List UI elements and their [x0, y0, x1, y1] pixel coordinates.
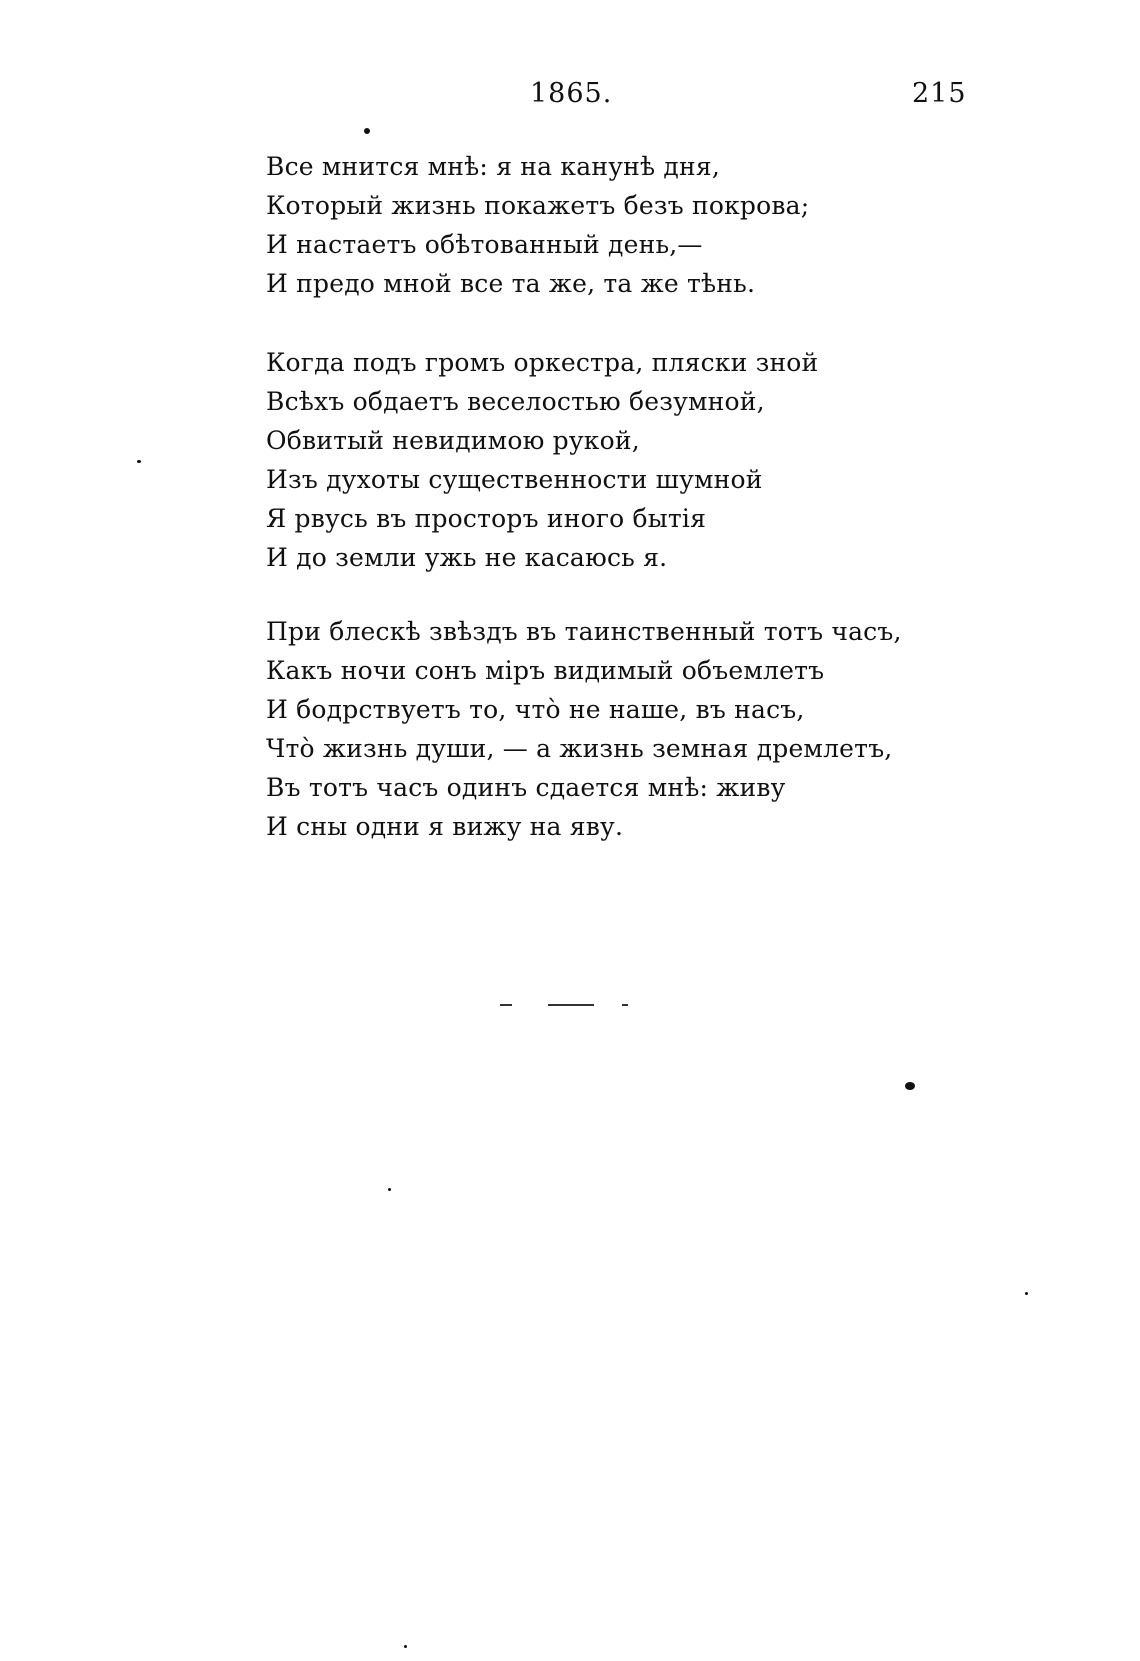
verse-line: Когда подъ громъ оркестра, пляски зной	[266, 348, 819, 377]
verse-line: Чтò жизнь души, — а жизнь земная дремлетъ,	[266, 734, 893, 763]
ornament-dash	[622, 1004, 628, 1006]
verse-line: Какъ ночи сонъ міръ видимый объемлетъ	[266, 656, 825, 685]
verse-line: И предо мной все та же, та же тѣнь.	[266, 269, 756, 298]
verse-line: И сны одни я вижу на яву.	[266, 812, 624, 841]
verse-line: Я рвусь въ просторъ иного бытія	[266, 504, 707, 533]
verse-line: Изъ духоты существенности шумной	[266, 465, 763, 494]
verse-line: При блескѣ звѣздъ въ таинственный тотъ часъ,	[266, 617, 902, 646]
ink-speck	[137, 460, 141, 463]
ornament-dash	[548, 1004, 594, 1006]
verse-line: И бодрствуетъ то, чтò не наше, въ насъ,	[266, 695, 805, 724]
verse-line: Въ тотъ часъ одинъ сдается мнѣ: живу	[266, 773, 786, 802]
verse-line: Всѣхъ обдаетъ веселостью безумной,	[266, 387, 765, 416]
page-number: 215	[912, 78, 967, 109]
stanza-3	[266, 612, 966, 846]
ink-speck	[404, 1645, 407, 1648]
ink-speck	[364, 128, 370, 134]
stanza-1	[266, 147, 966, 303]
verse-line: Все мнится мнѣ: я на канунѣ дня,	[266, 152, 720, 181]
ornament-dash	[500, 1004, 512, 1006]
verse-line: И до земли ужь не касаюсь я.	[266, 543, 668, 572]
section-end-ornament	[500, 1004, 640, 1008]
running-head	[0, 78, 1140, 118]
running-head-year: 1865.	[530, 78, 613, 109]
stanza-2	[266, 343, 966, 577]
ink-speck	[388, 1188, 391, 1191]
verse-line: И настаетъ обѣтованный день,—	[266, 230, 703, 259]
ink-speck	[1025, 1292, 1028, 1295]
verse-line: Обвитый невидимою рукой,	[266, 426, 640, 455]
verse-line: Который жизнь покажетъ безъ покрова;	[266, 191, 810, 220]
ink-speck	[905, 1082, 915, 1090]
